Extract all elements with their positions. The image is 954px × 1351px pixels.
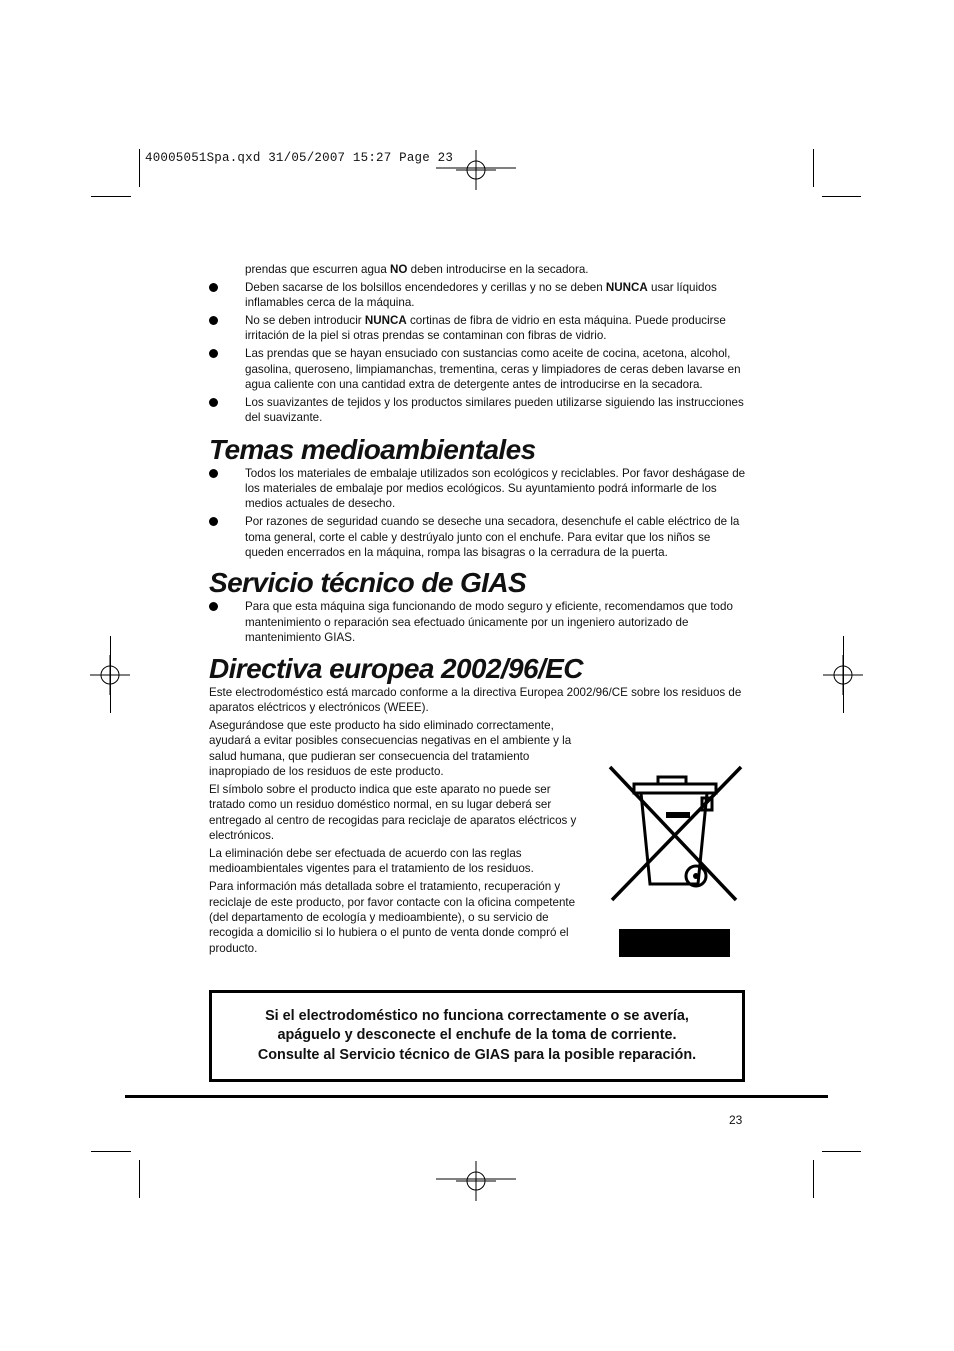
list-item — [209, 346, 746, 392]
service-bullet-list — [209, 599, 746, 645]
emphasis: NUNCA — [605, 280, 648, 294]
text-run: No se deben introducir — [245, 314, 365, 327]
repair-notice-box — [209, 990, 745, 1082]
registration-line-top — [436, 150, 516, 190]
crossed-out-wheelie-bin-icon — [604, 762, 744, 908]
notice-line: Consulte al Servicio técnico de GIAS para la posible reparación. — [257, 1046, 697, 1063]
text-run: Por razones de seguridad cuando se deseche una secadora, desenchufe el cable eléctrico de la toma general, corte el cable y destrúyalo junto con el enchufe. Para evitar que los niños se queden encerrados en la máquina, rompa las bisagras o la cerradura de la puerta. — [245, 515, 740, 560]
paragraph: El símbolo sobre el producto indica que este aparato no puede ser tratado como un residuo doméstico normal, en su lugar deberá ser entregado al centro de recogidas para reciclaje de aparatos eléctricos y electrónicos. — [209, 782, 577, 843]
paragraph: Asegurándose que este producto ha sido eliminado correctamente, ayudará a evitar posibles consecuencias negativas en el ambiente y la salud humana, que pudieran ser consecuencia del tratamiento inapropiado de los residuos de este producto. — [209, 718, 572, 779]
list-item — [209, 313, 746, 344]
crop-mark-top-right-v — [813, 149, 814, 187]
text-run: prendas que escurren agua — [245, 263, 391, 276]
weee-black-bar — [619, 929, 730, 957]
text-run: cortinas de fibra de vidrio en esta máquina. Puede producirse irritación de la piel si otras prendas se contaminan con fibras de vidrio. — [245, 314, 726, 343]
crop-mark-bottom-right-v — [813, 1160, 814, 1198]
bullet-icon — [209, 316, 218, 325]
emphasis: NO — [390, 263, 408, 276]
crop-mark-top-right-h — [822, 196, 861, 197]
registration-line-left — [110, 636, 111, 713]
paragraph: Para información más detallada sobre el tratamiento, recuperación y reciclaje de este producto, por favor contacte con la oficina competente (del departamento de ecología y medioambiente), o su servicio de recogida a domicilio si lo hubiera o el punto de venta donde compró el producto. — [209, 880, 576, 955]
text-run: usar líquidos inflamables cerca de la máquina. — [245, 280, 717, 310]
list-item — [209, 514, 746, 560]
bullet-icon — [209, 283, 218, 292]
bullet-icon — [209, 602, 218, 611]
paragraph: La eliminación debe ser efectuada de acuerdo con las reglas medioambientales vigentes para el tratamiento de los residuos. — [209, 846, 534, 876]
text-run: Todos los materiales de embalaje utilizados son ecológicos y reciclables. Por favor deshágase de los materiales de embalaje por medios ecológicos. Su ayuntamiento podrá informarle de los medios actuales de desecho. — [245, 466, 746, 511]
notice-line: apáguelo y desconecte el enchufe de la toma de corriente. — [277, 1027, 677, 1044]
crop-mark-top-left-h — [91, 196, 131, 197]
environment-bullet-list — [209, 466, 746, 561]
section-title-environment: Temas medioambientales — [209, 433, 536, 465]
crop-mark-bottom-right-h — [822, 1151, 861, 1152]
section-title-service: Servicio técnico de GIAS — [209, 567, 527, 599]
directive-intro: Este electrodoméstico está marcado conforme a la directiva Europea 2002/96/CE sobre los residuos de aparatos eléctricos y electrónicos (WEEE). — [209, 685, 742, 715]
directive-paragraphs — [209, 718, 589, 956]
registration-line-right — [843, 636, 844, 713]
text-run: Para que esta máquina siga funcionando de modo seguro y eficiente, recomendamos que todo mantenimiento o reparación sea efectuado únicamente por un ingeniero autorizado de mantenimiento GIAS. — [245, 600, 733, 645]
crop-mark-bottom-left-h — [91, 1151, 131, 1152]
list-item — [209, 280, 746, 311]
list-item — [209, 395, 746, 426]
bullet-icon — [209, 517, 218, 526]
bullet-icon — [209, 349, 218, 358]
crop-mark-top-left-v — [139, 149, 140, 187]
registration-line-bottom — [436, 1161, 516, 1201]
bullet-icon — [209, 398, 218, 407]
crop-mark-bottom-left-v — [139, 1160, 140, 1198]
list-item — [209, 466, 746, 512]
intro-continuation — [209, 262, 746, 277]
emphasis: NUNCA — [364, 314, 407, 327]
print-slug: 40005051Spa.qxd 31/05/2007 15:27 Page 23 — [145, 151, 454, 165]
page-number: 23 — [729, 1113, 743, 1127]
footer-rule — [125, 1095, 828, 1098]
bullet-icon — [209, 469, 218, 478]
section-title-directive: Directiva europea 2002/96/EC — [209, 652, 583, 684]
text-run: Las prendas que se hayan ensuciado con sustancias como aceite de cocina, acetona, alcohol, gasolina, queroseno, limpiamanchas, trementina, ceras y limpiadores de ceras deben lavarse en agua caliente con una cantidad extra de detergente antes de introducirse en la secadora. — [245, 347, 741, 392]
notice-line: Si el electrodoméstico no funciona correctamente o se avería, — [265, 1007, 689, 1024]
text-run: Los suavizantes de tejidos y los productos similares pueden utilizarse siguiendo las instrucciones del suavizante. — [245, 395, 744, 425]
intro-bullet-list — [209, 280, 746, 426]
list-item — [209, 599, 746, 645]
text-run: Deben sacarse de los bolsillos encendedores y cerillas y no se deben — [245, 280, 606, 294]
text-run: deben introducirse en la secadora. — [407, 263, 589, 276]
